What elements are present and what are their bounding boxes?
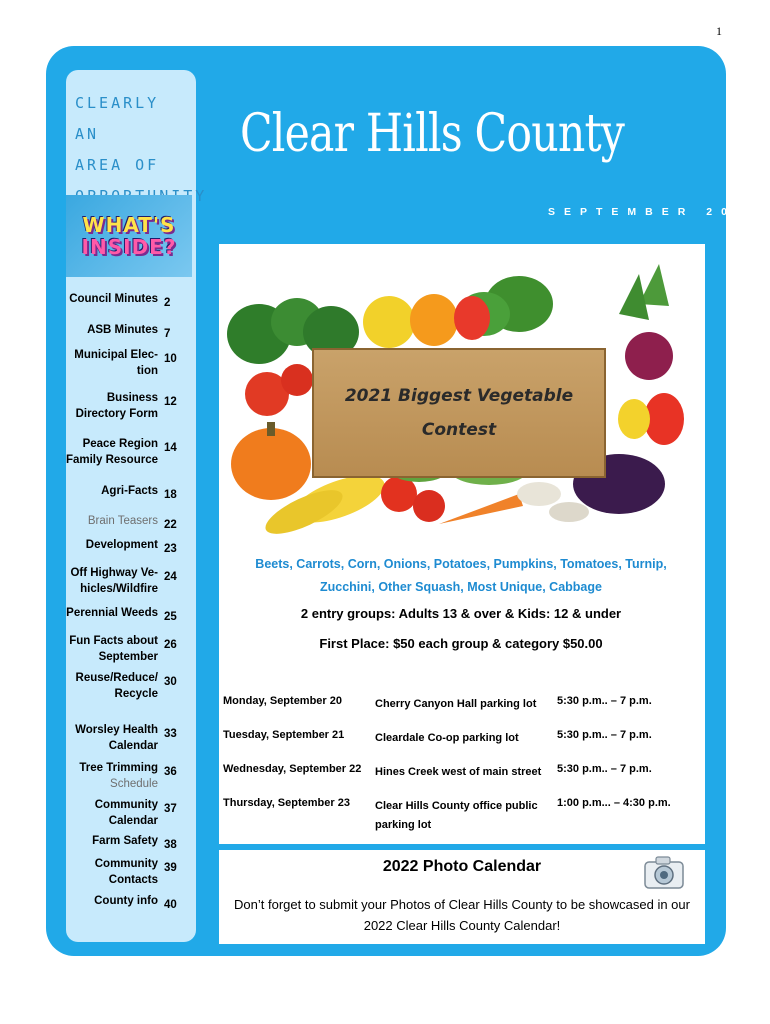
schedule-time: 5:30 p.m.. – 7 p.m. bbox=[557, 695, 652, 707]
toc-item-label bbox=[58, 760, 158, 792]
toc-item-label-line: tion bbox=[136, 365, 158, 377]
schedule-location: Clear Hills County office public parking lot bbox=[375, 800, 538, 831]
toc-item-label bbox=[58, 291, 158, 307]
schedule-location: Hines Creek west of main street bbox=[375, 766, 542, 778]
toc-item-label-line: Calendar bbox=[108, 815, 158, 827]
vegetable-categories-line: Beets, Carrots, Corn, Onions, Potatoes, Pumpkins, Tomatoes, Turnip, bbox=[255, 557, 667, 571]
toc-item-page: 39 bbox=[164, 862, 177, 874]
photo-calendar-box bbox=[219, 850, 705, 944]
toc-item-page: 10 bbox=[164, 353, 177, 365]
toc-item-label bbox=[58, 833, 158, 849]
toc-item-label-line: hicles/Wildfire bbox=[80, 583, 158, 595]
toc-item-label-line: Peace Region bbox=[82, 438, 158, 450]
tagline bbox=[75, 88, 195, 212]
toc-item-label bbox=[58, 670, 158, 702]
toc-item-page: 40 bbox=[164, 899, 177, 911]
toc-item-page: 26 bbox=[164, 639, 177, 651]
toc-item-label-line: Community bbox=[94, 858, 158, 870]
photo-calendar-text: Don’t forget to submit your Photos of Clear Hills County to be showcased in our 2022 Clear Hills County Calendar! bbox=[234, 897, 690, 933]
toc-item-label-line: September bbox=[98, 651, 158, 663]
toc-item-label-line: Municipal Elec- bbox=[74, 349, 158, 361]
contest-panel bbox=[219, 244, 705, 844]
whats-inside-badge bbox=[66, 195, 192, 277]
entry-groups: 2 entry groups: Adults 13 & over & Kids: 12 & under bbox=[300, 606, 622, 621]
toc-item-label-line: Perennial Weeds bbox=[66, 607, 158, 619]
schedule-location: Cleardale Co-op parking lot bbox=[375, 732, 519, 744]
toc-item-label-line: Fun Facts about bbox=[69, 635, 158, 647]
toc-item-page: 37 bbox=[164, 803, 177, 815]
schedule-day: Thursday, September 23 bbox=[223, 797, 350, 809]
toc-item-label-line: Community bbox=[94, 799, 158, 811]
toc-item-label-line: Worsley Health bbox=[75, 724, 158, 736]
toc-item-page: 36 bbox=[164, 766, 177, 778]
toc-item-page: 14 bbox=[164, 442, 177, 454]
toc-item-label-line: Council Minutes bbox=[69, 293, 158, 305]
schedule-day: Tuesday, September 21 bbox=[223, 729, 345, 741]
toc-item-label bbox=[58, 537, 158, 553]
toc-item-label bbox=[58, 347, 158, 379]
toc-item-label-line: County info bbox=[94, 895, 158, 907]
whats-inside-line: INSIDE? bbox=[81, 235, 177, 259]
contest-sign bbox=[312, 348, 606, 478]
toc-item-label bbox=[58, 436, 158, 468]
toc-item-label-line: Contacts bbox=[108, 874, 158, 886]
page-number: 1 bbox=[716, 24, 722, 38]
toc-item-label-line: Development bbox=[85, 539, 158, 551]
toc-item-page: 30 bbox=[164, 676, 177, 688]
toc-item-page: 33 bbox=[164, 728, 177, 740]
toc-item-page: 25 bbox=[164, 611, 177, 623]
toc-item-label-line: Farm Safety bbox=[92, 835, 158, 847]
vegetable-categories bbox=[228, 553, 694, 599]
schedule-time: 1:00 p.m... – 4:30 p.m. bbox=[557, 797, 671, 809]
toc-item-label bbox=[58, 322, 158, 338]
contest-subtitle: Contest bbox=[421, 420, 497, 440]
toc-item-label-line: Brain Teasers bbox=[87, 515, 158, 527]
toc-item-label bbox=[58, 893, 158, 909]
contest-title: 2021 Biggest Vegetable bbox=[344, 386, 574, 406]
toc-item-label bbox=[58, 797, 158, 829]
toc-item-page: 22 bbox=[164, 519, 177, 531]
toc-item-label-line: Recycle bbox=[114, 688, 158, 700]
toc-item-page: 2 bbox=[164, 297, 171, 309]
toc-item-label bbox=[58, 856, 158, 888]
toc-item-page: 12 bbox=[164, 396, 177, 408]
toc-item-label-line: Directory Form bbox=[75, 408, 158, 420]
toc-item-label bbox=[58, 513, 158, 529]
toc-item-label-line: Agri-Facts bbox=[101, 485, 158, 497]
schedule-time: 5:30 p.m.. – 7 p.m. bbox=[557, 763, 652, 775]
whats-inside-line: WHAT'S bbox=[82, 213, 176, 237]
tagline-line: CLEARLY AN bbox=[75, 94, 160, 143]
toc-item-label-line: Reuse/Reduce/ bbox=[75, 672, 158, 684]
toc-item-label bbox=[58, 483, 158, 499]
toc-item-page: 18 bbox=[164, 489, 177, 501]
toc-item-label bbox=[58, 633, 158, 665]
toc-item-label-line: Tree Trimming bbox=[79, 762, 158, 774]
toc-item-page: 7 bbox=[164, 328, 171, 340]
issue-date: SEPTEMBER 2021 bbox=[548, 206, 766, 218]
prize-info: First Place: $50 each group & category $50.00 bbox=[319, 636, 603, 651]
toc-item-label-line: Business bbox=[106, 392, 158, 404]
schedule-day: Wednesday, September 22 bbox=[223, 763, 362, 775]
toc-item-page: 23 bbox=[164, 543, 177, 555]
schedule-time: 5:30 p.m.. – 7 p.m. bbox=[557, 729, 652, 741]
newsletter-title: Clear Hills County bbox=[240, 104, 625, 164]
schedule-location: Cherry Canyon Hall parking lot bbox=[375, 698, 537, 710]
toc-item-label bbox=[58, 390, 158, 422]
toc-item-label-line: ASB Minutes bbox=[87, 324, 158, 336]
schedule-day: Monday, September 20 bbox=[223, 695, 342, 707]
tagline-line: AREA OF bbox=[75, 156, 160, 174]
toc-item-label bbox=[58, 605, 158, 621]
toc-item-label bbox=[58, 565, 158, 597]
photo-calendar-title: 2022 Photo Calendar bbox=[382, 858, 542, 875]
toc-item-label-line: Family Resource bbox=[65, 454, 158, 466]
toc-item-label-line: Off Highway Ve- bbox=[70, 567, 158, 579]
vegetable-categories-line: Zucchini, Other Squash, Most Unique, Cabbage bbox=[320, 580, 602, 594]
camera-icon bbox=[643, 854, 685, 890]
toc-item-page: 24 bbox=[164, 571, 177, 583]
toc-item-label bbox=[58, 722, 158, 754]
toc-item-label-line: Calendar bbox=[108, 740, 158, 752]
toc-item-page: 38 bbox=[164, 839, 177, 851]
toc-item-label-line: Schedule bbox=[110, 778, 158, 790]
